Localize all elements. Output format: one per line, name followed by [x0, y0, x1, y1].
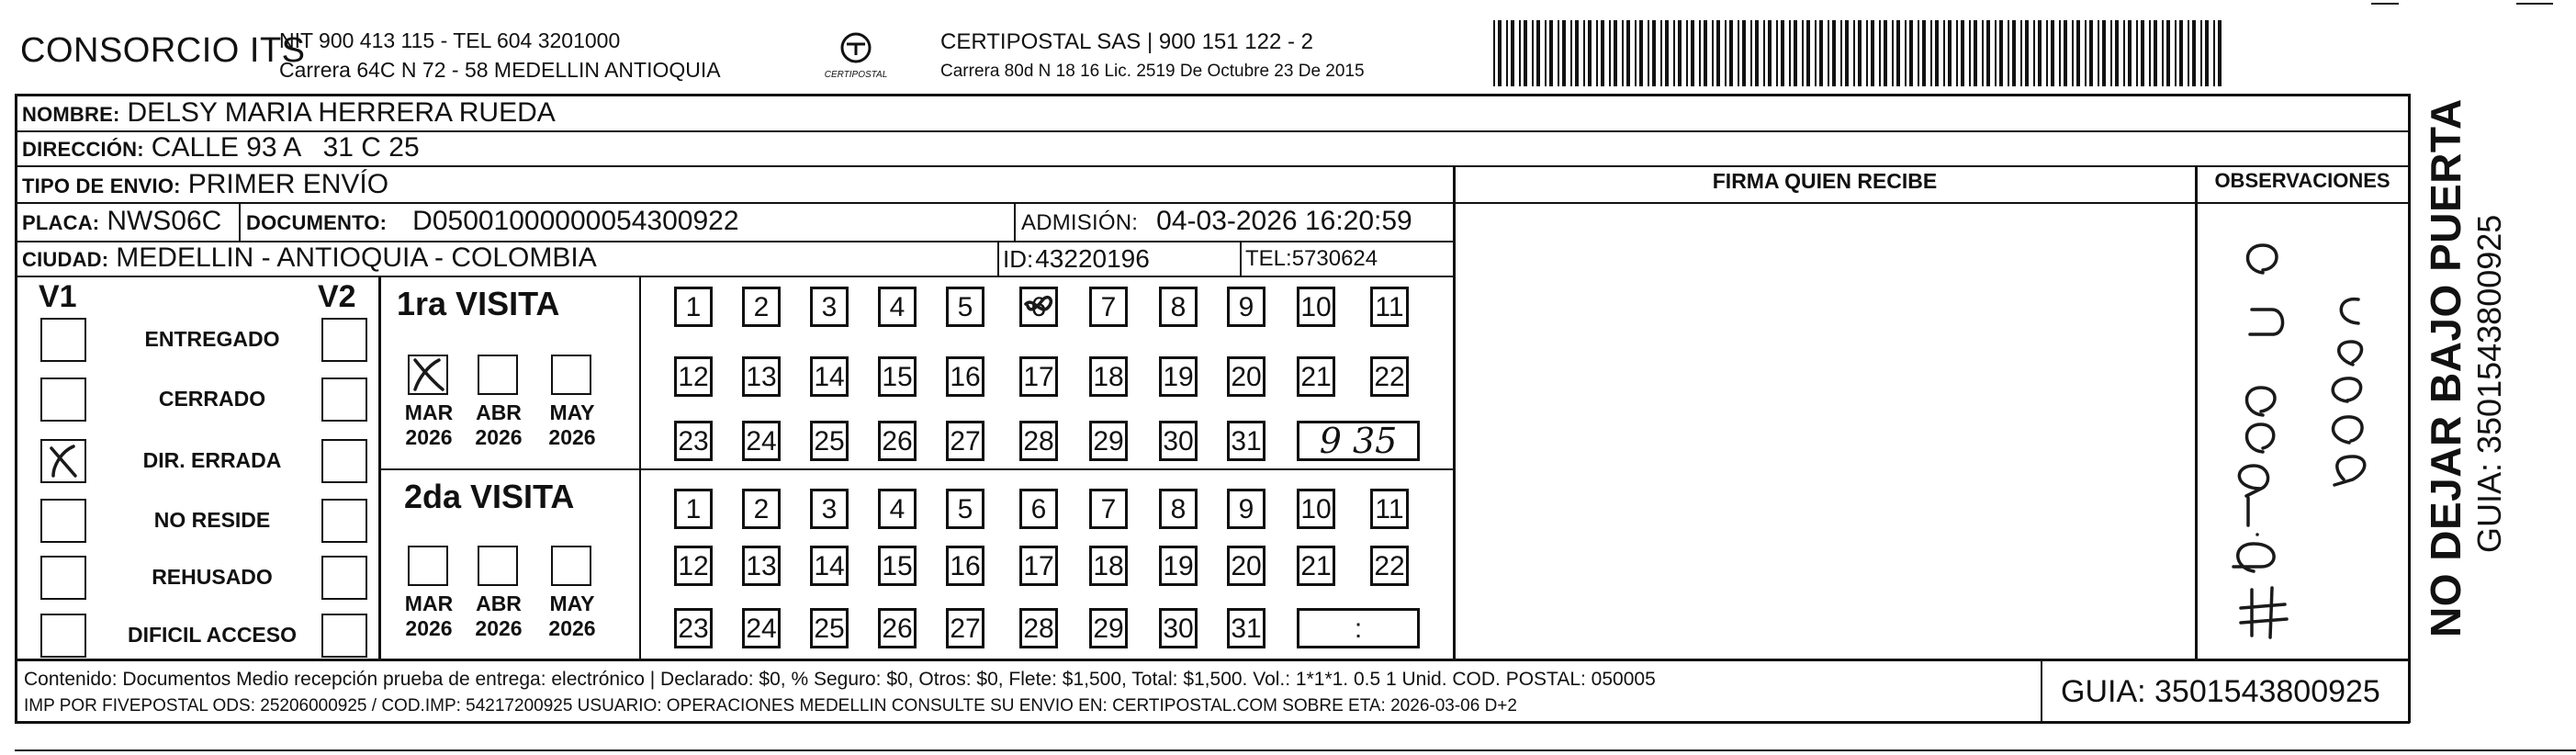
- month-name: MAY: [549, 400, 595, 424]
- barcode-bar: [2089, 20, 2093, 86]
- day-box[interactable]: 21: [1297, 356, 1335, 397]
- barcode-bar: [1750, 20, 1752, 86]
- day-box[interactable]: 14: [810, 546, 849, 586]
- day-box[interactable]: 1: [674, 287, 713, 327]
- tel-label: TEL:: [1245, 246, 1292, 271]
- barcode-bar: [1815, 20, 1817, 86]
- status-label: DIFICIL ACCESO: [127, 623, 297, 647]
- day-box[interactable]: 5: [946, 287, 984, 327]
- day-box[interactable]: 25: [810, 608, 849, 648]
- barcode-bar: [2218, 20, 2222, 86]
- barcode-bar: [1961, 20, 1964, 86]
- v1-checkbox[interactable]: [40, 614, 86, 658]
- barcode-bar: [2166, 20, 2170, 86]
- placa-field: [22, 206, 221, 237]
- tipo-envio-label: TIPO DE ENVIO:: [22, 175, 181, 197]
- barcode-bar: [1665, 20, 1669, 86]
- nombre-label: NOMBRE:: [22, 103, 120, 126]
- barcode-bar: [1536, 20, 1540, 86]
- barcode-bar: [2033, 20, 2035, 86]
- day-box[interactable]: 22: [1370, 546, 1409, 586]
- side-notice: NO DEJAR BAJO PUERTA: [2422, 98, 2469, 637]
- time-box[interactable]: :: [1297, 608, 1420, 648]
- barcode-bar: [1943, 20, 1945, 86]
- month-label: [540, 592, 604, 641]
- day-marked-icon: [1020, 287, 1061, 338]
- admision-value: 04-03-2026 16:20:59: [1156, 206, 1412, 236]
- barcode-bar: [1763, 20, 1765, 86]
- documento-value: D05001000000054300922: [412, 206, 739, 236]
- day-box[interactable]: 2: [742, 489, 781, 529]
- barcode-bar: [1840, 20, 1842, 86]
- check-x-icon: [42, 441, 84, 481]
- barcode-bar: [1806, 20, 1810, 86]
- id-field: [1003, 244, 1150, 274]
- company-name: CONSORCIO ITS: [20, 31, 306, 70]
- day-box[interactable]: 21: [1297, 546, 1335, 586]
- month-label: [397, 400, 461, 450]
- barcode-bar: [2154, 20, 2157, 86]
- barcode-bar: [2128, 20, 2132, 86]
- barcode: [1493, 20, 2228, 88]
- barcode-bar: [1909, 20, 1913, 86]
- barcode-bar: [1699, 20, 1701, 86]
- firma-label: FIRMA QUIEN RECIBE: [1712, 169, 1938, 193]
- direccion-value: CALLE 93 A 31 C 25: [151, 132, 420, 163]
- barcode-bar: [1652, 20, 1656, 86]
- barcode-bar: [2213, 20, 2215, 86]
- barcode-bar: [1935, 20, 1939, 86]
- barcode-bar: [1884, 20, 1887, 86]
- day-box[interactable]: 13: [742, 356, 781, 397]
- day-box[interactable]: 10: [1297, 489, 1335, 529]
- barcode-bar: [1896, 20, 1900, 86]
- placa-value: NWS06C: [107, 206, 222, 236]
- barcode-bar: [2025, 20, 2029, 86]
- barcode-bar: [1583, 20, 1585, 86]
- barcode-bar: [1660, 20, 1662, 86]
- day-box[interactable]: 5: [946, 489, 984, 529]
- nombre-field: [22, 97, 556, 129]
- barcode-bar: [1802, 20, 1804, 86]
- id-label: ID:: [1003, 245, 1034, 273]
- barcode-bar: [1918, 20, 1919, 86]
- company-nit: NIT 900 413 115 - TEL 604 3201000: [279, 28, 621, 52]
- barcode-bar: [1493, 20, 1495, 86]
- footer-print-info: IMP POR FIVEPOSTAL ODS: 25206000925 / COD.IMP: 54217200925 USUARIO: OPERACIONES MEDELLIN CONSULTE SU ENVIO EN: CERTIPOSTAL.COM SOBRE ETA: 2026-03-06 D+2: [24, 696, 1517, 716]
- month-checkbox-abr[interactable]: [478, 546, 518, 586]
- barcode-bar: [1742, 20, 1746, 86]
- day-box[interactable]: 12: [674, 356, 713, 397]
- nombre-value: DELSY MARIA HERRERA RUEDA: [127, 97, 556, 128]
- barcode-bar: [1832, 20, 1836, 86]
- barcode-bar: [1712, 20, 1714, 86]
- barcode-bar: [1614, 20, 1617, 86]
- barcode-bar: [1686, 20, 1688, 86]
- barcode-bar: [1498, 20, 1502, 86]
- barcode-bar: [2179, 20, 2183, 86]
- day-box[interactable]: 29: [1089, 421, 1128, 461]
- day-box[interactable]: 16: [946, 356, 984, 397]
- v2-checkbox[interactable]: [321, 614, 367, 658]
- barcode-bar: [1545, 20, 1547, 86]
- tel-field: [1245, 246, 1378, 272]
- check-x-icon: [410, 356, 446, 393]
- day-box[interactable]: 14: [810, 356, 849, 397]
- footer-guia: GUIA: 3501543800925: [2061, 674, 2380, 709]
- month-year: 2026: [548, 425, 596, 449]
- barcode-bar: [2123, 20, 2125, 86]
- v1-checkbox[interactable]: [40, 439, 86, 483]
- day-box[interactable]: 15: [878, 356, 917, 397]
- barcode-bar: [1558, 20, 1559, 86]
- side-guia: GUIA: 3501543800925: [2470, 214, 2508, 553]
- day-box[interactable]: 20: [1227, 546, 1266, 586]
- tipo-envio-field: [22, 169, 388, 200]
- day-box[interactable]: 26: [878, 608, 917, 648]
- footer-content: Contenido: Documentos Medio recepción prueba de entrega: electrónico | Declarado: $0, % Seguro: $0, Otros: $0, Flete: $1,500, Total: $1,500. Vol.: 1*1*1. 0.5 1 Unid. COD. POSTAL: 050005: [24, 669, 1656, 690]
- day-box[interactable]: 12: [674, 546, 713, 586]
- day-box[interactable]: 4: [878, 489, 917, 529]
- barcode-bar: [1995, 20, 1997, 86]
- v2-checkbox[interactable]: [321, 378, 367, 422]
- status-label: REHUSADO: [152, 565, 273, 589]
- v1-label: V1: [39, 279, 77, 314]
- month-label: [467, 592, 531, 641]
- barcode-bar: [1819, 20, 1823, 86]
- v1-checkbox[interactable]: [40, 556, 86, 600]
- month-name: MAR: [404, 400, 454, 424]
- barcode-bar: [2072, 20, 2074, 86]
- barcode-bar: [1635, 20, 1637, 86]
- barcode-bar: [1570, 20, 1572, 86]
- barcode-bar: [1956, 20, 1958, 86]
- day-box[interactable]: 25: [810, 421, 849, 461]
- day-box[interactable]: 23: [674, 421, 713, 461]
- day-box[interactable]: 6: [1019, 287, 1058, 327]
- day-box[interactable]: 24: [742, 421, 781, 461]
- company-address: Carrera 64C N 72 - 58 MEDELLIN ANTIOQUIA: [279, 58, 721, 82]
- barcode-bar: [1738, 20, 1739, 86]
- status-label: CERRADO: [158, 387, 266, 411]
- barcode-bar: [2076, 20, 2080, 86]
- time-box[interactable]: 9 35: [1297, 421, 1420, 461]
- v2-label: V2: [318, 279, 356, 314]
- barcode-bar: [1879, 20, 1881, 86]
- barcode-bar: [1691, 20, 1694, 86]
- barcode-bar: [1794, 20, 1797, 86]
- second-visit-label: 2da VISITA: [404, 478, 575, 515]
- month-year: 2026: [475, 616, 523, 640]
- barcode-bar: [2020, 20, 2022, 86]
- barcode-bar: [1725, 20, 1727, 86]
- day-box[interactable]: 10: [1297, 287, 1335, 327]
- documento-field: [246, 206, 739, 237]
- day-box[interactable]: 19: [1159, 546, 1198, 586]
- month-label: [397, 592, 461, 641]
- day-box[interactable]: 2: [742, 287, 781, 327]
- barcode-bar: [2141, 20, 2144, 86]
- barcode-bar: [1532, 20, 1534, 86]
- day-box[interactable]: 22: [1370, 356, 1409, 397]
- barcode-bar: [1609, 20, 1611, 86]
- barcode-bar: [1969, 20, 1971, 86]
- certipostal-logo: [817, 29, 894, 85]
- day-box[interactable]: 27: [946, 608, 984, 648]
- logo-text: CERTIPOSTAL: [824, 70, 888, 80]
- admision-label: ADMISIÓN:: [1021, 210, 1139, 235]
- barcode-bar: [1948, 20, 1952, 86]
- month-label: [540, 400, 604, 450]
- barcode-bar: [2008, 20, 2009, 86]
- v1-checkbox[interactable]: [40, 318, 86, 362]
- barcode-bar: [1729, 20, 1733, 86]
- barcode-bar: [2149, 20, 2151, 86]
- day-box[interactable]: 7: [1089, 287, 1128, 327]
- status-label: NO RESIDE: [153, 508, 271, 532]
- barcode-bar: [1562, 20, 1566, 86]
- day-box[interactable]: 7: [1089, 489, 1128, 529]
- day-box[interactable]: 23: [674, 608, 713, 648]
- barcode-bar: [2200, 20, 2202, 86]
- barcode-bar: [2110, 20, 2112, 86]
- day-box[interactable]: 1: [674, 489, 713, 529]
- barcode-bar: [1871, 20, 1874, 86]
- month-name: MAR: [404, 592, 454, 615]
- barcode-bar: [1704, 20, 1707, 86]
- barcode-bar: [1789, 20, 1791, 86]
- barcode-bar: [1626, 20, 1630, 86]
- barcode-bar: [2115, 20, 2119, 86]
- month-year: 2026: [405, 616, 453, 640]
- carrier-name: CERTIPOSTAL SAS | 900 151 122 - 2: [940, 29, 1313, 54]
- day-box[interactable]: 20: [1227, 356, 1266, 397]
- barcode-bar: [2012, 20, 2016, 86]
- barcode-bar: [2175, 20, 2177, 86]
- day-box[interactable]: 11: [1370, 489, 1409, 529]
- barcode-bar: [2192, 20, 2196, 86]
- month-year: 2026: [548, 616, 596, 640]
- month-checkbox-mar[interactable]: [408, 546, 448, 586]
- day-box[interactable]: 3: [810, 287, 849, 327]
- barcode-bar: [1506, 20, 1508, 86]
- v2-checkbox[interactable]: [321, 318, 367, 362]
- day-box[interactable]: 3: [810, 489, 849, 529]
- v1-checkbox[interactable]: [40, 499, 86, 543]
- tel-value: 5730624: [1291, 246, 1378, 271]
- day-box[interactable]: 16: [946, 546, 984, 586]
- admision-field: [1021, 206, 1412, 237]
- day-box[interactable]: 28: [1019, 608, 1058, 648]
- barcode-bar: [2064, 20, 2067, 86]
- day-box[interactable]: 28: [1019, 421, 1058, 461]
- v2-checkbox[interactable]: [321, 499, 367, 543]
- ciudad-field: [22, 242, 597, 274]
- day-box[interactable]: 13: [742, 546, 781, 586]
- barcode-bar: [2046, 20, 2048, 86]
- day-box[interactable]: 9: [1227, 287, 1266, 327]
- barcode-bar: [1853, 20, 1855, 86]
- day-box[interactable]: 17: [1019, 546, 1058, 586]
- barcode-bar: [1596, 20, 1598, 86]
- month-name: MAY: [549, 592, 595, 615]
- barcode-bar: [2038, 20, 2042, 86]
- barcode-bar: [1974, 20, 1977, 86]
- day-box[interactable]: 9: [1227, 489, 1266, 529]
- barcode-bar: [2051, 20, 2054, 86]
- day-box[interactable]: 31: [1227, 608, 1266, 648]
- barcode-bar: [2102, 20, 2106, 86]
- day-box[interactable]: 31: [1227, 421, 1266, 461]
- day-box[interactable]: 18: [1089, 356, 1128, 397]
- day-box[interactable]: 6: [1019, 489, 1058, 529]
- barcode-bar: [1511, 20, 1514, 86]
- barcode-bar: [1673, 20, 1675, 86]
- v2-checkbox[interactable]: [321, 556, 367, 600]
- documento-label: DOCUMENTO:: [246, 211, 388, 234]
- barcode-bar: [1781, 20, 1784, 86]
- month-label: [467, 400, 531, 450]
- barcode-bar: [2205, 20, 2209, 86]
- barcode-bar: [2188, 20, 2189, 86]
- barcode-bar: [1588, 20, 1592, 86]
- barcode-bar: [1892, 20, 1894, 86]
- barcode-bar: [1524, 20, 1527, 86]
- barcode-bar: [1776, 20, 1778, 86]
- day-box[interactable]: 29: [1089, 608, 1128, 648]
- barcode-bar: [1986, 20, 1990, 86]
- observaciones-label: OBSERVACIONES: [2214, 169, 2390, 192]
- month-name: ABR: [476, 400, 522, 424]
- barcode-bar: [1905, 20, 1907, 86]
- month-year: 2026: [475, 425, 523, 449]
- barcode-bar: [2098, 20, 2099, 86]
- month-name: ABR: [476, 592, 522, 615]
- carrier-address: Carrera 80d N 18 16 Lic. 2519 De Octubre 23 De 2015: [940, 62, 1365, 81]
- barcode-bar: [1648, 20, 1649, 86]
- v1-checkbox[interactable]: [40, 378, 86, 422]
- day-box[interactable]: 8: [1159, 489, 1198, 529]
- status-label: DIR. ERRADA: [142, 448, 282, 472]
- barcode-bar: [2085, 20, 2087, 86]
- day-box[interactable]: 24: [742, 608, 781, 648]
- barcode-bar: [1930, 20, 1932, 86]
- barcode-bar: [1575, 20, 1579, 86]
- tipo-envio-value: PRIMER ENVÍO: [187, 169, 389, 199]
- barcode-bar: [1828, 20, 1829, 86]
- barcode-bar: [1678, 20, 1682, 86]
- barcode-bar: [2059, 20, 2061, 86]
- day-box[interactable]: 8: [1159, 287, 1198, 327]
- barcode-bar: [1845, 20, 1849, 86]
- barcode-bar: [1858, 20, 1862, 86]
- day-box[interactable]: 15: [878, 546, 917, 586]
- barcode-bar: [1601, 20, 1604, 86]
- ciudad-label: CIUDAD:: [22, 248, 109, 271]
- v2-checkbox[interactable]: [321, 439, 367, 483]
- day-box[interactable]: 19: [1159, 356, 1198, 397]
- barcode-bar: [2136, 20, 2138, 86]
- day-box[interactable]: 11: [1370, 287, 1409, 327]
- barcode-bar: [1519, 20, 1521, 86]
- barcode-bar: [1922, 20, 1926, 86]
- barcode-bar: [1755, 20, 1759, 86]
- day-box[interactable]: 18: [1089, 546, 1128, 586]
- day-box[interactable]: 17: [1019, 356, 1058, 397]
- status-label: ENTREGADO: [144, 327, 280, 351]
- month-year: 2026: [405, 425, 453, 449]
- month-checkbox-may[interactable]: [551, 546, 591, 586]
- barcode-bar: [1639, 20, 1643, 86]
- ciudad-value: MEDELLIN - ANTIOQUIA - COLOMBIA: [116, 242, 597, 273]
- barcode-bar: [1999, 20, 2003, 86]
- day-box[interactable]: 30: [1159, 608, 1198, 648]
- barcode-bar: [1716, 20, 1720, 86]
- barcode-bar: [1866, 20, 1868, 86]
- direccion-field: [22, 132, 420, 163]
- day-box[interactable]: 27: [946, 421, 984, 461]
- month-checkbox-may[interactable]: [551, 355, 591, 395]
- direccion-label: DIRECCIÓN:: [22, 138, 144, 161]
- day-box[interactable]: 30: [1159, 421, 1198, 461]
- day-box[interactable]: 4: [878, 287, 917, 327]
- month-checkbox-mar[interactable]: [408, 355, 448, 395]
- barcode-bar: [1768, 20, 1772, 86]
- barcode-bar: [1982, 20, 1984, 86]
- barcode-bar: [1549, 20, 1553, 86]
- barcode-bar: [1622, 20, 1624, 86]
- barcode-bar: [2162, 20, 2164, 86]
- day-box[interactable]: 26: [878, 421, 917, 461]
- first-visit-label: 1ra VISITA: [397, 285, 560, 322]
- id-value: 43220196: [1035, 244, 1150, 273]
- placa-label: PLACA:: [22, 211, 100, 234]
- month-checkbox-abr[interactable]: [478, 355, 518, 395]
- handwritten-observation: [2197, 204, 2408, 658]
- logo-icon: [817, 29, 894, 85]
